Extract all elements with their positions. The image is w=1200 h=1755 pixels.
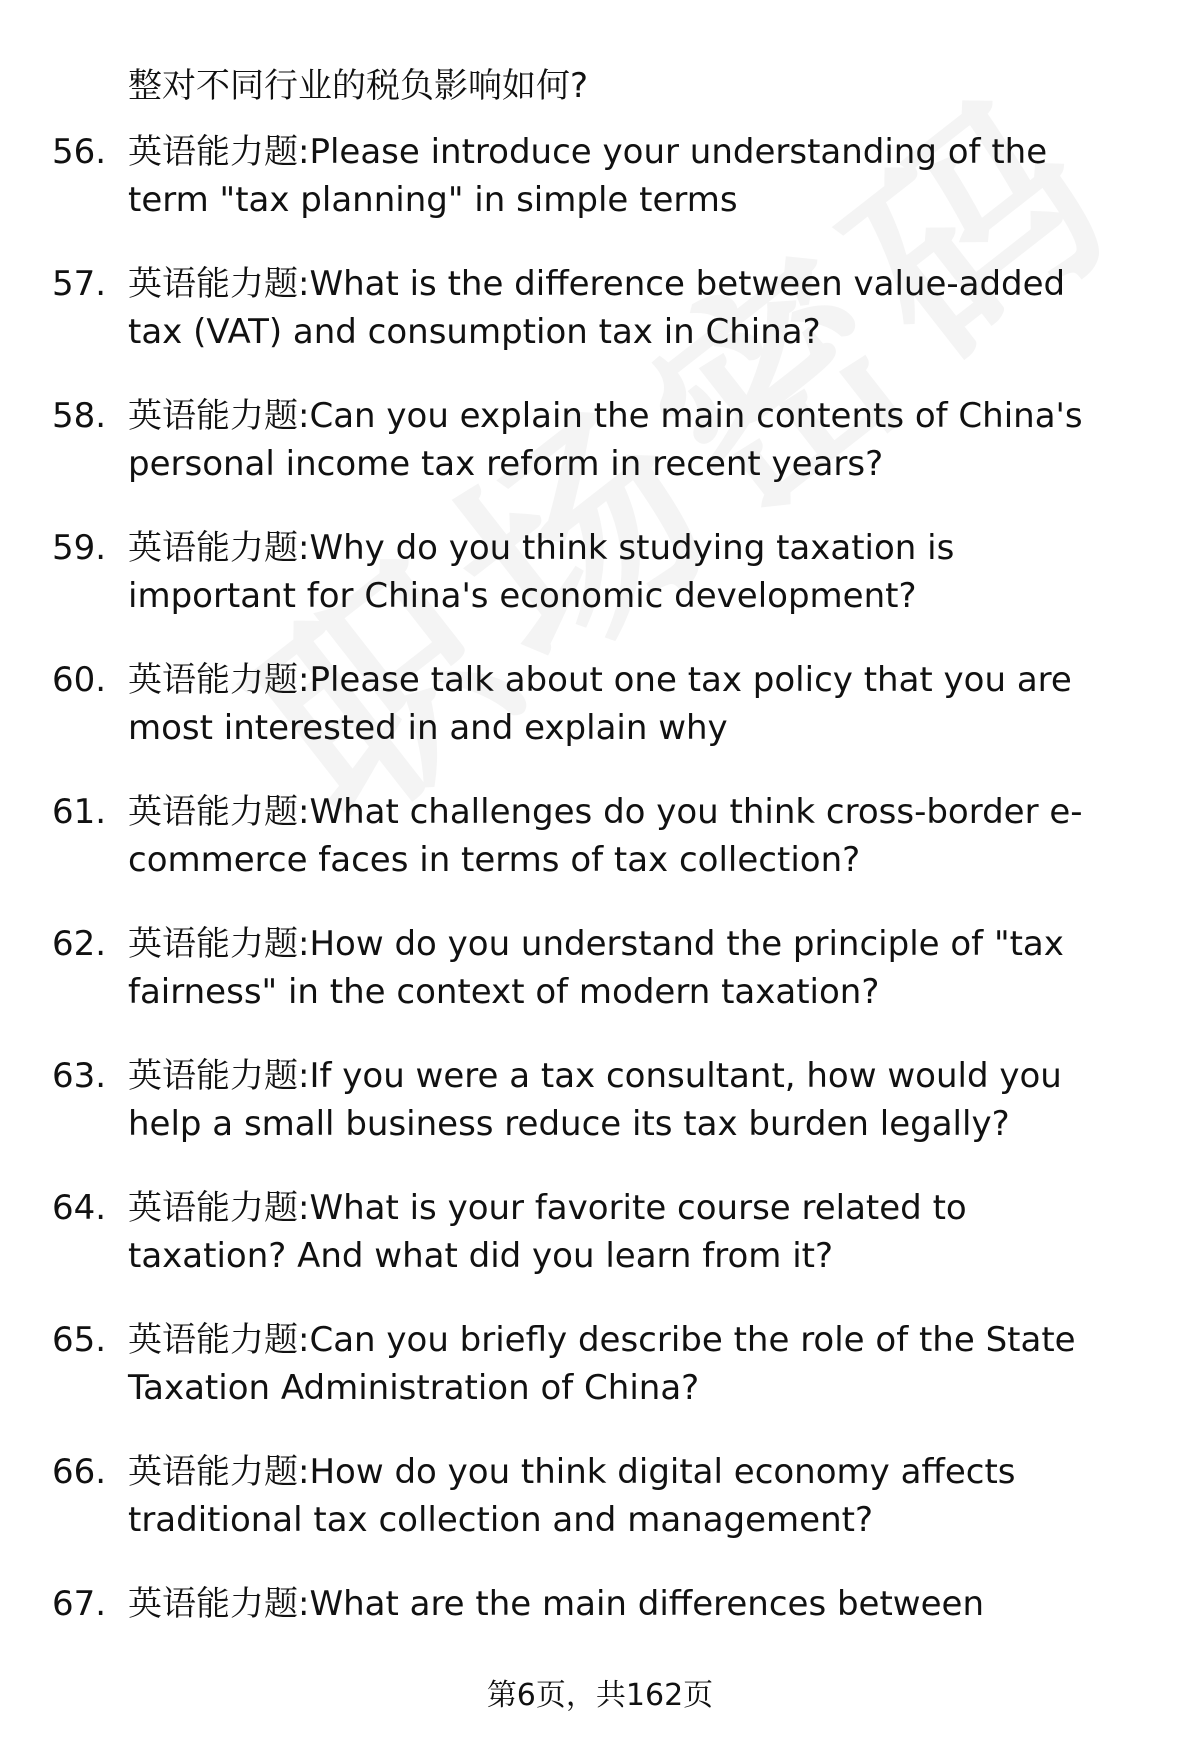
- item-number: 59.: [52, 528, 107, 568]
- item-number: 64.: [52, 1188, 107, 1228]
- item-line-1: What is your favorite course related to: [309, 1188, 967, 1228]
- item-line-2: traditional tax collection and management?: [128, 1500, 873, 1540]
- item-prefix: 英语能力题:: [128, 396, 310, 436]
- item-line-1: What are the main differences between: [309, 1584, 984, 1624]
- item-prefix: 英语能力题:: [128, 792, 310, 832]
- continuation-line: 整对不同行业的税负影响如何?: [128, 66, 589, 106]
- item-text: [128, 1052, 1158, 1148]
- item-line-1: How do you think digital economy affects: [309, 1452, 1016, 1492]
- item-text: [128, 920, 1158, 1016]
- item-number: 62.: [52, 924, 107, 964]
- item-number: 56.: [52, 132, 107, 172]
- item-prefix: 英语能力题:: [128, 1584, 310, 1624]
- item-prefix: 英语能力题:: [128, 132, 310, 172]
- item-line-2: fairness" in the context of modern taxation?: [128, 972, 880, 1012]
- item-text: [128, 1184, 1158, 1280]
- item-prefix: 英语能力题:: [128, 660, 310, 700]
- item-line-1: Please talk about one tax policy that you are: [309, 660, 1072, 700]
- item-number: 66.: [52, 1452, 107, 1492]
- item-line-2: taxation? And what did you learn from it?: [128, 1236, 834, 1276]
- item-line-2: help a small business reduce its tax burden legally?: [128, 1104, 1010, 1144]
- item-text: [128, 788, 1158, 884]
- item-number: 57.: [52, 264, 107, 304]
- item-line-1: How do you understand the principle of "tax: [309, 924, 1064, 964]
- item-prefix: 英语能力题:: [128, 1320, 310, 1360]
- item-text: [128, 656, 1158, 752]
- item-line-1: Can you explain the main contents of China's: [309, 396, 1083, 436]
- item-prefix: 英语能力题:: [128, 1452, 310, 1492]
- item-line-1: Please introduce your understanding of the: [309, 132, 1048, 172]
- item-line-1: Can you briefly describe the role of the State: [309, 1320, 1076, 1360]
- item-number: 63.: [52, 1056, 107, 1096]
- item-line-1: What challenges do you think cross-border e-: [309, 792, 1083, 832]
- item-text: [128, 128, 1158, 224]
- item-text: [128, 524, 1158, 620]
- item-line-2: term "tax planning" in simple terms: [128, 180, 738, 220]
- item-line-2: commerce faces in terms of tax collection?: [128, 840, 861, 880]
- item-line-2: most interested in and explain why: [128, 708, 728, 748]
- item-text: [128, 392, 1158, 488]
- item-line-1: If you were a tax consultant, how would you: [309, 1056, 1062, 1096]
- item-prefix: 英语能力题:: [128, 924, 310, 964]
- item-line-1: Why do you think studying taxation is: [309, 528, 955, 568]
- item-line-2: Taxation Administration of China?: [128, 1368, 700, 1408]
- item-prefix: 英语能力题:: [128, 264, 310, 304]
- item-number: 60.: [52, 660, 107, 700]
- page-footer: 第6页，共162页: [486, 1678, 714, 1713]
- item-number: 67.: [52, 1584, 107, 1624]
- item-line-2: personal income tax reform in recent years?: [128, 444, 884, 484]
- item-text: [128, 1580, 1158, 1628]
- item-line-2: tax (VAT) and consumption tax in China?: [128, 312, 821, 352]
- item-line-1: What is the difference between value-added: [309, 264, 1066, 304]
- item-number: 58.: [52, 396, 107, 436]
- item-line-2: important for China's economic development?: [128, 576, 917, 616]
- item-prefix: 英语能力题:: [128, 528, 310, 568]
- item-text: [128, 1316, 1158, 1412]
- item-prefix: 英语能力题:: [128, 1188, 310, 1228]
- item-number: 65.: [52, 1320, 107, 1360]
- item-text: [128, 260, 1158, 356]
- item-prefix: 英语能力题:: [128, 1056, 310, 1096]
- item-number: 61.: [52, 792, 107, 832]
- item-text: [128, 1448, 1158, 1544]
